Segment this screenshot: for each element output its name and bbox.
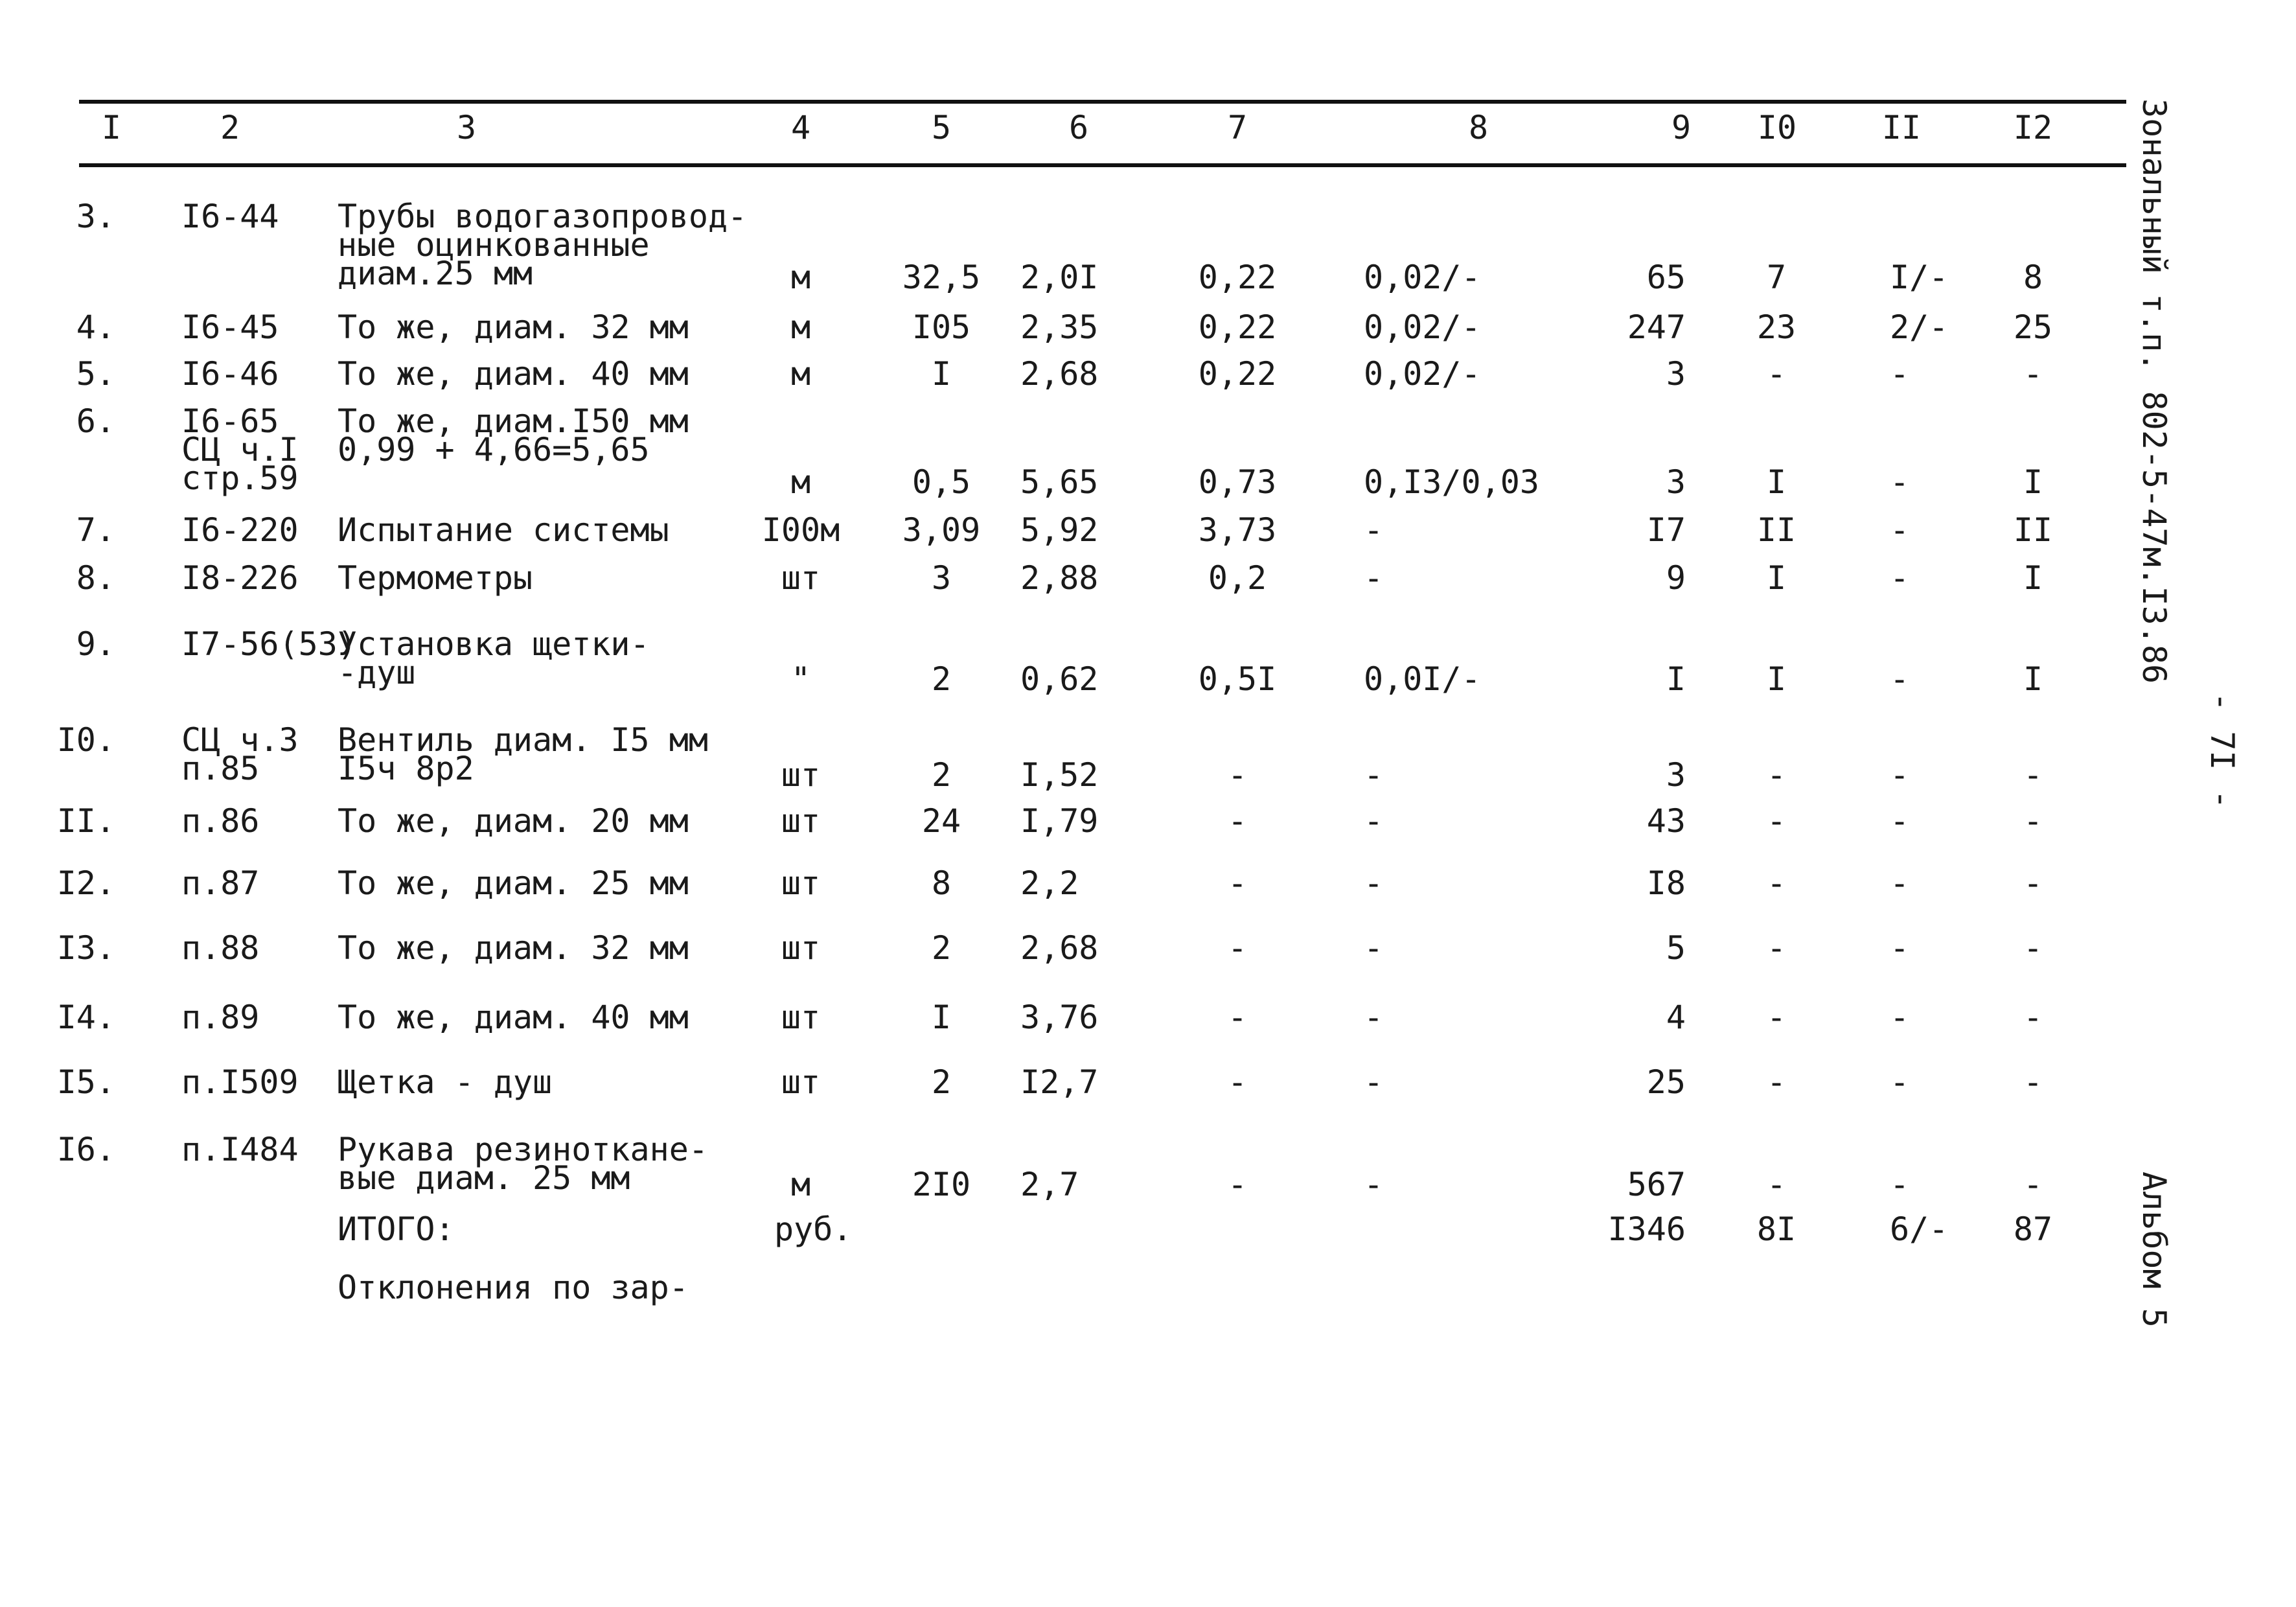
table-cell-c8: -: [1364, 559, 1384, 597]
table-cell-name: То же, диам. 32 мм: [338, 929, 689, 967]
table-cell-no: 6.: [76, 402, 115, 440]
column-header-5: 5: [931, 109, 952, 146]
table-cell-c11: -: [1890, 929, 1910, 967]
table-cell-c9: 247: [1627, 308, 1686, 346]
table-cell-code: I7-56(53): [181, 625, 357, 663]
table-cell-name: То же, диам. 20 мм: [338, 802, 689, 840]
table-cell-unit: ": [790, 660, 811, 698]
table-cell-c7: 0,5I: [1198, 660, 1277, 698]
total-sum: I346: [1607, 1210, 1686, 1248]
table-cell-c9: 43: [1646, 802, 1686, 840]
side-album-label: Альбом 5: [2135, 1172, 2173, 1328]
total-col11: 6/-: [1890, 1210, 1949, 1248]
table-cell-code: СЦ ч.3 п.85: [181, 721, 299, 787]
table-cell-price: 2,68: [1020, 355, 1099, 393]
table-cell-c7: -: [1227, 1166, 1248, 1203]
table-cell-c7: -: [1227, 999, 1248, 1036]
table-cell-code: I6-46: [181, 355, 279, 393]
table-cell-code: I6-220: [181, 511, 299, 549]
table-cell-price: I,79: [1020, 802, 1099, 840]
table-cell-no: 3.: [76, 198, 115, 235]
side-page-number: - 7I -: [2203, 692, 2241, 809]
table-cell-c9: 9: [1666, 559, 1686, 597]
table-cell-no: 8.: [76, 559, 115, 597]
table-cell-no: 4.: [76, 308, 115, 346]
table-cell-c8: 0,02/-: [1364, 259, 1481, 296]
table-cell-c11: -: [1890, 660, 1910, 698]
table-cell-qty: 2: [931, 1063, 952, 1101]
table-cell-c8: 0,0I/-: [1364, 660, 1481, 698]
table-cell-c8: -: [1364, 511, 1384, 549]
table-cell-c11: 2/-: [1890, 308, 1949, 346]
column-header-10: I0: [1757, 109, 1797, 146]
column-header-9: 9: [1671, 109, 1692, 146]
table-cell-c11: I/-: [1890, 259, 1949, 296]
table-cell-no: I6.: [56, 1131, 115, 1168]
table-cell-c9: 3: [1666, 756, 1686, 794]
table-cell-unit: м: [790, 463, 811, 501]
table-header-rule: [79, 163, 2126, 167]
table-cell-c7: -: [1227, 1063, 1248, 1101]
table-cell-price: 3,76: [1020, 999, 1099, 1036]
table-cell-name: Вентиль диам. I5 мм I5ч 8р2: [338, 721, 708, 787]
table-cell-c11: -: [1890, 511, 1910, 549]
table-cell-name: Трубы водогазопровод- ные оцинкованные диам.25 мм: [338, 198, 748, 292]
table-cell-c11: -: [1890, 1166, 1910, 1203]
table-cell-unit: шт: [781, 1063, 821, 1101]
table-cell-c7: -: [1227, 756, 1248, 794]
table-cell-c8: -: [1364, 999, 1384, 1036]
table-cell-c9: I7: [1646, 511, 1686, 549]
table-cell-c12: I: [2023, 660, 2043, 698]
table-cell-c9: 567: [1627, 1166, 1686, 1203]
table-cell-c10: -: [1766, 1063, 1787, 1101]
table-cell-no: I0.: [56, 721, 115, 759]
table-cell-c8: 0,02/-: [1364, 308, 1481, 346]
column-header-2: 2: [220, 109, 240, 146]
table-cell-c12: I: [2023, 463, 2043, 501]
table-cell-unit: шт: [781, 864, 821, 902]
table-cell-unit: м: [790, 355, 811, 393]
table-cell-c10: 7: [1766, 259, 1787, 296]
table-cell-qty: 24: [921, 802, 961, 840]
table-cell-qty: 3: [931, 559, 952, 597]
table-cell-code: п.86: [181, 802, 260, 840]
table-cell-c9: 65: [1646, 259, 1686, 296]
table-cell-c12: -: [2023, 355, 2043, 393]
table-cell-c12: -: [2023, 1166, 2043, 1203]
total-unit: руб.: [774, 1210, 853, 1248]
table-cell-price: 2,7: [1020, 1166, 1079, 1203]
table-cell-c11: -: [1890, 756, 1910, 794]
table-cell-c11: -: [1890, 463, 1910, 501]
table-cell-name: То же, диам. 40 мм: [338, 999, 689, 1036]
table-cell-name: То же, диам. 40 мм: [338, 355, 689, 393]
table-cell-price: 0,62: [1020, 660, 1099, 698]
table-cell-unit: шт: [781, 802, 821, 840]
side-title-zonal-project: Зональный т.п. 802-5-47м.I3.86: [2135, 98, 2173, 684]
table-cell-c7: 3,73: [1198, 511, 1277, 549]
table-cell-c10: 23: [1756, 308, 1797, 346]
table-cell-name: То же, диам.I50 мм 0,99 + 4,66=5,65: [338, 402, 689, 468]
table-cell-unit: шт: [781, 929, 821, 967]
table-cell-c12: -: [2023, 1063, 2043, 1101]
table-cell-name: То же, диам. 25 мм: [338, 864, 689, 902]
table-cell-qty: I: [931, 999, 952, 1036]
table-cell-name: Испытание системы: [338, 511, 669, 549]
table-cell-name: Щетка - душ: [338, 1063, 553, 1101]
table-cell-unit: м: [790, 1166, 811, 1203]
table-cell-c9: 5: [1666, 929, 1686, 967]
table-cell-c10: -: [1766, 999, 1787, 1036]
table-cell-c10: -: [1766, 1166, 1787, 1203]
table-cell-price: 5,92: [1020, 511, 1099, 549]
table-cell-c10: I: [1766, 463, 1787, 501]
table-cell-code: п.I484: [181, 1131, 299, 1168]
table-cell-price: 2,35: [1020, 308, 1099, 346]
table-cell-c9: I8: [1646, 864, 1686, 902]
table-cell-qty: 2: [931, 929, 952, 967]
table-cell-c10: I: [1766, 559, 1787, 597]
table-cell-c7: 0,2: [1208, 559, 1267, 597]
table-cell-no: I5.: [56, 1063, 115, 1101]
table-cell-unit: шт: [781, 756, 821, 794]
table-cell-price: I2,7: [1020, 1063, 1099, 1101]
table-cell-c8: -: [1364, 864, 1384, 902]
column-header-11: II: [1881, 109, 1922, 146]
table-cell-no: II.: [56, 802, 115, 840]
table-cell-name: Рукава резинотканe- вые диам. 25 мм: [338, 1131, 708, 1197]
table-cell-c8: -: [1364, 802, 1384, 840]
table-cell-code: I6-65 СЦ ч.I стр.59: [181, 402, 299, 497]
table-cell-qty: I: [931, 355, 952, 393]
table-cell-c7: 0,22: [1198, 355, 1277, 393]
table-cell-c12: 25: [2013, 308, 2053, 346]
table-cell-code: п.89: [181, 999, 260, 1036]
table-cell-no: I4.: [56, 999, 115, 1036]
table-cell-qty: 2I0: [912, 1166, 971, 1203]
table-cell-name: Термометры: [338, 559, 533, 597]
table-cell-c8: -: [1364, 929, 1384, 967]
footer-note: Отклонения по зар-: [338, 1269, 689, 1306]
table-cell-c9: 3: [1666, 463, 1686, 501]
column-header-6: 6: [1068, 109, 1089, 146]
column-header-3: 3: [456, 109, 477, 146]
table-cell-unit: м: [790, 308, 811, 346]
table-cell-price: 2,68: [1020, 929, 1099, 967]
table-cell-qty: 2: [931, 660, 952, 698]
column-header-12: I2: [2013, 109, 2053, 146]
table-cell-c7: 0,22: [1198, 308, 1277, 346]
table-cell-code: п.87: [181, 864, 260, 902]
table-cell-qty: 3,09: [902, 511, 981, 549]
table-cell-c11: -: [1890, 864, 1910, 902]
table-cell-qty: 0,5: [912, 463, 971, 501]
column-header-1: I: [101, 109, 122, 146]
table-cell-unit: I00м: [761, 511, 840, 549]
total-col10: 8I: [1756, 1210, 1797, 1248]
table-cell-c11: -: [1890, 559, 1910, 597]
table-cell-c7: 0,22: [1198, 259, 1277, 296]
table-cell-c12: -: [2023, 802, 2043, 840]
table-cell-c10: -: [1766, 355, 1787, 393]
table-cell-c10: I: [1766, 660, 1787, 698]
table-cell-c9: I: [1666, 660, 1686, 698]
table-cell-code: I8-226: [181, 559, 299, 597]
table-cell-code: I6-44: [181, 198, 279, 235]
table-cell-c12: II: [2013, 511, 2053, 549]
table-cell-c10: II: [1756, 511, 1797, 549]
table-cell-c11: -: [1890, 999, 1910, 1036]
table-cell-no: 5.: [76, 355, 115, 393]
table-cell-no: I3.: [56, 929, 115, 967]
table-cell-code: I6-45: [181, 308, 279, 346]
table-cell-price: I,52: [1020, 756, 1099, 794]
table-cell-name: То же, диам. 32 мм: [338, 308, 689, 346]
table-cell-c10: -: [1766, 864, 1787, 902]
table-cell-no: I2.: [56, 864, 115, 902]
column-header-8: 8: [1468, 109, 1489, 146]
table-top-rule: [79, 100, 2126, 104]
table-cell-c11: -: [1890, 355, 1910, 393]
table-cell-c7: -: [1227, 929, 1248, 967]
table-cell-price: 2,88: [1020, 559, 1099, 597]
table-cell-qty: 32,5: [902, 259, 981, 296]
table-cell-c10: -: [1766, 756, 1787, 794]
table-cell-c12: -: [2023, 929, 2043, 967]
table-cell-c11: -: [1890, 802, 1910, 840]
table-cell-code: п.88: [181, 929, 260, 967]
table-cell-c9: 4: [1666, 999, 1686, 1036]
table-cell-qty: I05: [912, 308, 971, 346]
table-cell-c12: -: [2023, 999, 2043, 1036]
table-cell-no: 9.: [76, 625, 115, 663]
table-cell-c7: 0,73: [1198, 463, 1277, 501]
table-cell-c8: -: [1364, 756, 1384, 794]
table-cell-c9: 3: [1666, 355, 1686, 393]
table-cell-c8: 0,I3/0,03: [1364, 463, 1539, 501]
table-cell-qty: 2: [931, 756, 952, 794]
table-cell-c8: -: [1364, 1063, 1384, 1101]
column-header-7: 7: [1227, 109, 1248, 146]
table-cell-price: 2,0I: [1020, 259, 1099, 296]
table-cell-code: п.I509: [181, 1063, 299, 1101]
table-cell-c10: -: [1766, 802, 1787, 840]
table-cell-price: 5,65: [1020, 463, 1099, 501]
table-cell-c7: -: [1227, 802, 1248, 840]
table-cell-unit: шт: [781, 559, 821, 597]
table-cell-c12: 8: [2023, 259, 2043, 296]
table-cell-c7: -: [1227, 864, 1248, 902]
table-cell-c9: 25: [1646, 1063, 1686, 1101]
table-cell-price: 2,2: [1020, 864, 1079, 902]
table-cell-c12: -: [2023, 756, 2043, 794]
table-cell-unit: м: [790, 259, 811, 296]
table-cell-qty: 8: [931, 864, 952, 902]
column-header-4: 4: [790, 109, 811, 146]
total-label: ИТОГО:: [338, 1210, 455, 1248]
table-cell-c12: I: [2023, 559, 2043, 597]
total-col12: 87: [2013, 1210, 2053, 1248]
table-cell-c8: -: [1364, 1166, 1384, 1203]
table-cell-c12: -: [2023, 864, 2043, 902]
table-cell-name: Установка щетки- -душ: [338, 625, 650, 691]
table-cell-c10: -: [1766, 929, 1787, 967]
table-cell-no: 7.: [76, 511, 115, 549]
table-cell-c11: -: [1890, 1063, 1910, 1101]
table-cell-c8: 0,02/-: [1364, 355, 1481, 393]
table-cell-unit: шт: [781, 999, 821, 1036]
